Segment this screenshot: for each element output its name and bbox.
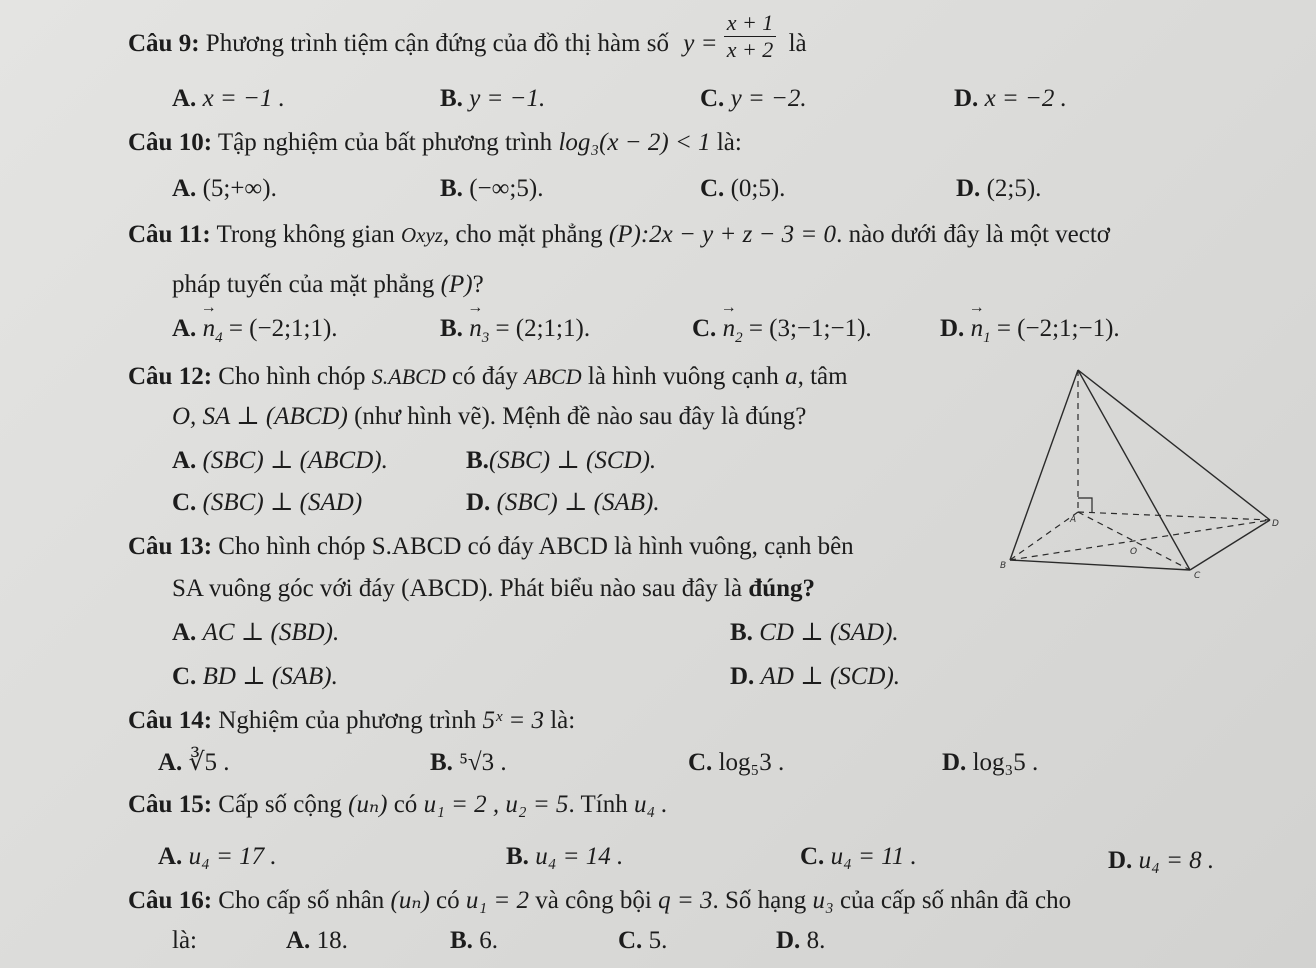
option-letter: B. <box>466 447 489 474</box>
option-value: u₄ = 11 . <box>830 843 917 870</box>
q16-text5: của cấp số nhân đã cho <box>839 887 1072 914</box>
q9-option-b <box>440 86 545 111</box>
q13-option-b <box>730 620 899 645</box>
q11-line2-plane: (P) <box>440 271 473 298</box>
q9-option-c <box>700 86 807 111</box>
option-value: x = −2 . <box>984 85 1067 112</box>
q11-line2-end: ? <box>472 271 484 298</box>
option-letter: C. <box>692 315 717 342</box>
q12-side: a <box>785 363 798 390</box>
vertex-label-b: B <box>1000 561 1007 571</box>
q14-option-b <box>430 750 507 775</box>
option-value: (0;5). <box>730 175 786 202</box>
q11-space: Oxyz <box>400 223 443 247</box>
q12-stem-line2 <box>172 404 806 429</box>
option-letter: A. <box>172 447 197 474</box>
q12-pyramid: S.ABCD <box>371 364 446 389</box>
option-value: log₅3 . <box>718 749 785 776</box>
option-letter: C. <box>618 927 643 954</box>
option-letter: B. <box>506 843 529 870</box>
q10-text-end: là: <box>716 129 742 156</box>
option-letter: B. <box>730 619 753 646</box>
option-letter: A. <box>172 619 197 646</box>
q13-option-a <box>172 620 339 645</box>
q12-base: ABCD <box>524 364 582 389</box>
option-letter: A. <box>286 927 311 954</box>
option-value: log₃5 . <box>972 749 1039 776</box>
option-letter: C. <box>172 489 197 516</box>
q14-text: Nghiệm của phương trình <box>218 707 477 734</box>
option-letter: A. <box>172 315 197 342</box>
q10-expr: log₃(x − 2) < 1 <box>558 129 711 156</box>
q9-text: Phương trình tiệm cận đứng của đồ thị hàm số <box>205 30 669 58</box>
q11-line2: pháp tuyến của mặt phẳng <box>172 271 435 298</box>
option-letter: C. <box>800 843 825 870</box>
q12-option-c <box>172 490 362 515</box>
diag-bd <box>1010 520 1270 560</box>
vector-sub: 2 <box>735 330 743 346</box>
vertex-label-o: O <box>1130 547 1138 557</box>
option-letter: D. <box>942 749 967 776</box>
option-value: y = −2. <box>730 85 807 112</box>
option-value: = (3;−1;−1). <box>748 315 872 342</box>
option-value: x = −1 . <box>202 85 285 112</box>
q9-func-den: x + 2 <box>726 37 774 62</box>
option-value: = (−2;1;−1). <box>996 315 1120 342</box>
q13-option-d <box>730 664 900 689</box>
option-letter: B. <box>430 749 453 776</box>
q10-label: Câu 10: <box>128 129 213 156</box>
q15-option-d <box>1108 848 1214 873</box>
vector-n: → n <box>203 316 216 341</box>
edge-ab <box>1010 512 1078 560</box>
option-letter: D. <box>730 663 755 690</box>
q13-label: Câu 13: <box>128 533 213 560</box>
q11-option-b <box>440 316 590 346</box>
q9-func-lhs: y = <box>683 30 718 58</box>
q13-option-c <box>172 664 338 689</box>
option-letter: B. <box>440 315 463 342</box>
q16-option-b <box>450 928 498 953</box>
option-value: 5. <box>648 927 668 954</box>
option-value: (SBC) ⊥ (ABCD). <box>202 447 388 474</box>
q11-option-c <box>692 316 872 346</box>
q13-line2-bold: đúng? <box>748 575 816 602</box>
q11-plane: (P):2x − y + z − 3 = 0 <box>608 221 837 248</box>
option-value: BD ⊥ (SAB). <box>202 663 338 690</box>
option-value: ⁵√3 . <box>459 749 507 776</box>
q16-seq: (uₙ) <box>390 887 430 914</box>
q11-label: Câu 11: <box>128 221 211 248</box>
q12-option-d <box>466 490 660 515</box>
q12-option-b <box>466 448 656 473</box>
q14-label: Câu 14: <box>128 707 213 734</box>
q10-stem <box>128 130 742 155</box>
q11-option-d <box>940 316 1120 346</box>
option-value: = (−2;1;1). <box>228 315 338 342</box>
option-value: y = −1. <box>469 85 546 112</box>
q12-option-a <box>172 448 388 473</box>
q15-given: u₁ = 2 , u₂ = 5 <box>423 791 569 818</box>
q10-option-d <box>956 176 1041 201</box>
vector-sub: 4 <box>215 330 223 346</box>
q9-label: Câu 9: <box>128 30 200 58</box>
option-letter: A. <box>158 843 183 870</box>
option-value: (5;+∞). <box>202 175 277 202</box>
edge-ad <box>1078 512 1270 520</box>
edge-cd <box>1190 520 1270 570</box>
vertex-label-a: A <box>1070 515 1077 525</box>
option-value: (SBC) ⊥ (SAD) <box>202 489 363 516</box>
option-letter: B. <box>440 85 463 112</box>
option-value: 6. <box>479 927 498 954</box>
q15-text1: Cấp số cộng <box>218 791 342 818</box>
option-value: (−∞;5). <box>469 175 544 202</box>
option-value: (SBC) ⊥ (SCD). <box>488 447 657 474</box>
q14-option-c <box>688 750 784 775</box>
q10-option-b <box>440 176 543 201</box>
q14-option-a <box>158 750 230 775</box>
vector-n: → n <box>469 316 482 341</box>
q12-text1: Cho hình chóp <box>218 363 366 390</box>
q9-text-end: là <box>788 30 807 58</box>
q16-u1: u₁ = 2 <box>465 887 529 914</box>
q16-line2: là: <box>172 927 197 954</box>
q11-stem-line2 <box>172 272 484 297</box>
q10-text: Tập nghiệm của bất phương trình <box>217 129 553 156</box>
option-value: AC ⊥ (SBD). <box>202 619 340 646</box>
q12-text3: là hình vuông cạnh <box>587 363 779 390</box>
q16-stem-line2 <box>172 928 197 953</box>
q12-text2: có đáy <box>451 363 518 390</box>
option-letter: B. <box>440 175 463 202</box>
q9-func-num: x + 1 <box>724 12 777 37</box>
q15-text3: . Tính <box>568 791 628 818</box>
option-letter: A. <box>172 175 197 202</box>
vector-sub: 1 <box>983 330 991 346</box>
q13-stem-line2 <box>172 576 815 601</box>
q16-text2: có <box>436 887 460 914</box>
option-value: AD ⊥ (SCD). <box>760 663 901 690</box>
pyramid-figure <box>990 360 1280 590</box>
vector-n: → n <box>723 316 736 341</box>
option-value: (SBC) ⊥ (SAB). <box>496 489 660 516</box>
q15-option-b <box>506 844 623 869</box>
edge-sc <box>1078 370 1190 570</box>
q16-text4: . Số hạng <box>712 887 807 914</box>
option-value: u₄ = 17 . <box>188 843 277 870</box>
q14-option-d <box>942 750 1038 775</box>
edge-sd <box>1078 370 1270 520</box>
q16-option-c <box>618 928 667 953</box>
q11-stem <box>128 222 1110 247</box>
q12-line2-text: (như hình vẽ). Mệnh đề nào sau đây là đúng? <box>354 403 807 430</box>
q15-option-a <box>158 844 277 869</box>
q15-text2: có <box>393 791 418 818</box>
q9-stem <box>128 10 807 62</box>
option-letter: A. <box>158 749 183 776</box>
q9-option-a <box>172 86 285 111</box>
option-value: u₄ = 8 . <box>1138 847 1215 874</box>
option-value: ∛5 . <box>188 749 230 776</box>
q11-text2: , cho mặt phẳng <box>442 221 603 248</box>
q16-text1: Cho cấp số nhân <box>218 887 385 914</box>
q14-text-end: là: <box>550 707 576 734</box>
option-value: 8. <box>806 927 826 954</box>
q12-text4: , tâm <box>797 363 848 390</box>
option-letter: C. <box>700 85 725 112</box>
option-letter: C. <box>688 749 713 776</box>
q13-stem <box>128 534 854 559</box>
option-letter: D. <box>1108 847 1133 874</box>
option-value: = (2;1;1). <box>495 315 591 342</box>
q16-option-d <box>776 928 825 953</box>
q11-text1: Trong không gian <box>216 221 395 248</box>
q12-label: Câu 12: <box>128 363 213 390</box>
vertex-label-c: C <box>1194 571 1201 581</box>
q16-q: q = 3 <box>658 887 713 914</box>
q11-text3: . nào dưới đây là một vectơ <box>836 221 1111 248</box>
q13-line1: Cho hình chóp S.ABCD có đáy ABCD là hình vuông, cạnh bên <box>218 533 854 560</box>
vector-sub: 3 <box>481 330 490 346</box>
q12-stem <box>128 364 848 389</box>
q12-line2-math: O, SA ⊥ (ABCD) <box>172 403 348 430</box>
option-letter: D. <box>776 927 801 954</box>
q14-eq: 5ˣ = 3 <box>482 707 544 734</box>
q16-option-a <box>286 928 348 953</box>
q16-label: Câu 16: <box>128 887 213 914</box>
option-letter: A. <box>172 85 197 112</box>
vector-n: → n <box>971 316 984 341</box>
q16-stem <box>128 888 1071 913</box>
q10-option-c <box>700 176 785 201</box>
option-letter: D. <box>954 85 979 112</box>
q11-option-a <box>172 316 338 346</box>
q9-option-d <box>954 86 1067 111</box>
option-letter: D. <box>940 315 965 342</box>
option-letter: B. <box>450 927 473 954</box>
option-value: 18. <box>316 927 348 954</box>
q15-stem <box>128 792 668 817</box>
right-angle-mark <box>1078 498 1092 512</box>
option-value: u₄ = 14 . <box>535 843 624 870</box>
q13-line2: SA vuông góc với đáy (ABCD). Phát biểu nào sau đây là <box>172 575 743 602</box>
edge-sb <box>1010 370 1078 560</box>
q15-option-c <box>800 844 917 869</box>
option-value: CD ⊥ (SAD). <box>759 619 899 646</box>
q14-stem <box>128 708 575 733</box>
q9-fraction <box>724 12 777 61</box>
q15-label: Câu 15: <box>128 791 213 818</box>
q15-target: u₄ . <box>633 791 668 818</box>
option-letter: D. <box>466 489 491 516</box>
q16-text3: và công bội <box>535 887 652 914</box>
edge-bc <box>1010 560 1190 570</box>
option-value: (2;5). <box>986 175 1042 202</box>
q10-option-a <box>172 176 277 201</box>
option-letter: C. <box>700 175 725 202</box>
q16-u3: u₃ <box>812 887 834 914</box>
vertex-label-d: D <box>1272 519 1279 529</box>
q15-seq: (uₙ) <box>348 791 388 818</box>
option-letter: C. <box>172 663 197 690</box>
option-letter: D. <box>956 175 981 202</box>
